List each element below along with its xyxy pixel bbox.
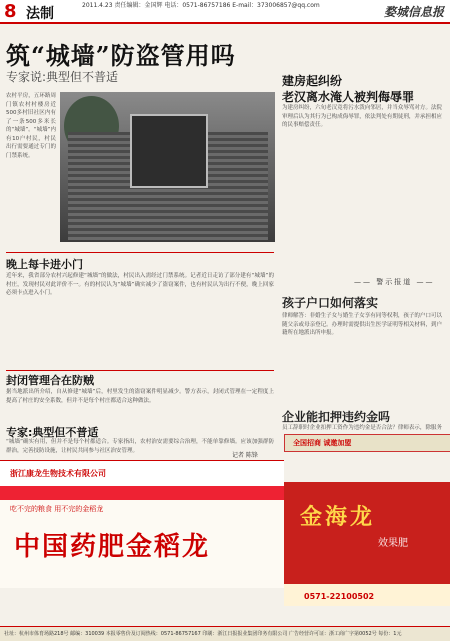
mid-banner-text: 全国招商 诚邀加盟 — [293, 439, 352, 447]
section-name: 法制 — [26, 6, 54, 22]
page-number: 8 — [4, 1, 17, 22]
news-photo — [60, 92, 275, 242]
story-3-title: 企业能扣押违约金吗 — [282, 410, 391, 424]
story-3-text: 员工辞职时企业扣押工资作为违约金是否合法？律师表示，除服务 — [282, 425, 442, 431]
right-ad-subtitle: 效果肥 — [378, 538, 408, 549]
section-1-title: 晚上每卡进小门 — [6, 258, 83, 271]
section-2-text: 据当地派出所介绍，自从修建“城墙”后，村里发生的盗窃案件明显减少。警方表示，封闭式管理在一定程度上提高了村庄的安全系数，但并不是每个村庄都适合这种做法。 — [6, 389, 274, 404]
footer-text: 社址：杭州市体育场路218号 邮编：310039 本报零售价及订阅热线：0571-86757167 印刷：浙江日报报业集团印务有限公司 广告经营许可证：浙工商广字第0052号 每份：1元 — [4, 631, 402, 637]
story-1-title-line2: 老汉离水淹人被判侮辱罪 — [282, 90, 415, 104]
newspaper-brand: 婺城信息报 — [383, 5, 444, 19]
section-divider — [6, 370, 274, 371]
right-ad-title: 金海龙 — [300, 504, 376, 530]
ad-strip[interactable] — [0, 460, 284, 488]
mid-banner-ad[interactable] — [284, 434, 450, 452]
section-3-text: “城墙”确实有用，但并不是每个村都适合。专家指出，农村治安需要综合治理，不能单靠修墙。应该加强群防群治，完善技防设施，让村民共同参与社区治安管理。 — [6, 439, 274, 454]
byline: 记者 陈锋 — [232, 452, 258, 459]
story-2-title: 孩子户口如何落实 — [282, 296, 379, 310]
footer — [0, 626, 450, 641]
story-1-text: 为建房纠纷，六旬老汉竟将污水泼向邻居，并当众辱骂对方。法院审理后认为其行为已构成侮辱罪，依法判处有期徒刑，并承担相应的民事赔偿责任。 — [282, 105, 442, 128]
section-3-title: 专家:典型但不普适 — [6, 426, 99, 439]
section-2-title: 封闭管理合在防贼 — [6, 374, 94, 387]
story-1-title-line1: 建房起纠纷 — [282, 74, 343, 88]
right-ad-bar — [284, 584, 450, 606]
main-headline: 筑“城墙”防盗管用吗 — [6, 41, 236, 70]
left-ad[interactable] — [0, 486, 284, 588]
left-ad-top-text: 吃不完的粮食 用不完的金稻龙 — [10, 505, 104, 513]
gate-shape — [130, 114, 208, 188]
ad-strip-text: 浙江康龙生物技术有限公司 — [10, 469, 106, 478]
section-tag: —— 警示报道 —— — [354, 278, 435, 286]
section-divider — [6, 252, 274, 253]
right-ad[interactable] — [284, 482, 450, 606]
left-ad-title: 中国药肥金稻龙 — [14, 532, 211, 562]
story-2-text: 律师解答：非婚生子女与婚生子女享有同等权利，孩子的户口可以随父亲或母亲登记。办理时需提供出生医学证明等相关材料，到户籍所在地派出所申报。 — [282, 313, 442, 336]
issue-meta: 2011.4.23 责任编辑：金国辉 电话：0571-86757186 E-mail：373006857@qq.com — [82, 2, 320, 9]
left-ad-header — [0, 486, 284, 500]
right-ad-phone: 0571-22100502 — [304, 592, 375, 601]
photo-caption: 农村平房，五环路周门镇农村村楼房近500多村旧社区内有了一条500多米长的“城墙”。“城墙”内有10户村民，村民出行需要通过专门的门禁系统。 — [6, 93, 56, 159]
main-subhead: 专家说:典型但不普适 — [6, 70, 119, 84]
section-1-text: 近年来，我省部分农村兴起修建“城墙”的做法，村民出入需经过门禁系统。记者近日走访了部分建有“城墙”的村庄，发现村民对此评价不一。有的村民认为“城墙”确实减少了盗窃案件，也有村民认为出行不便，晚上回家必须卡点进入小门。 — [6, 273, 274, 296]
